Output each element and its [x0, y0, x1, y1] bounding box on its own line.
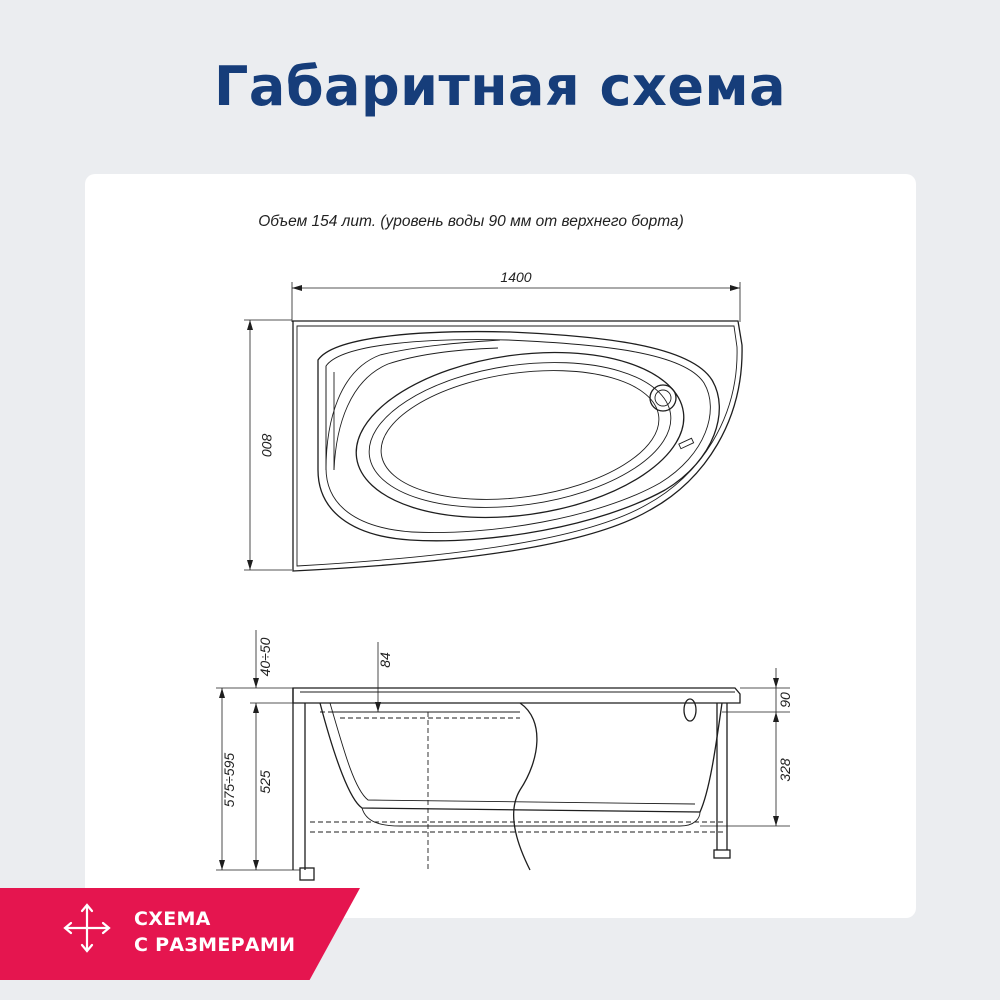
volume-note: Объем 154 лит. (уровень воды 90 мм от верхнего борта) [258, 213, 684, 230]
dim-water-level: 90 [777, 692, 793, 708]
badge-line-2: С РАЗМЕРАМИ [134, 934, 296, 956]
dim-total-height: 575÷595 [221, 752, 237, 808]
side-view [216, 630, 793, 880]
badge-label [134, 906, 295, 958]
dim-inner-height: 328 [777, 758, 793, 782]
top-view [244, 269, 742, 571]
page-title: Габаритная схема [213, 55, 787, 118]
dim-depth-mark: 84 [377, 652, 393, 668]
dim-rim-adjust: 40÷50 [257, 637, 273, 677]
dim-length: 1400 [500, 269, 532, 285]
dim-width: 800 [259, 433, 275, 457]
arrows-cross-icon [62, 900, 112, 956]
dim-body-height: 525 [257, 770, 273, 794]
badge-line-1: СХЕМА [134, 908, 211, 930]
